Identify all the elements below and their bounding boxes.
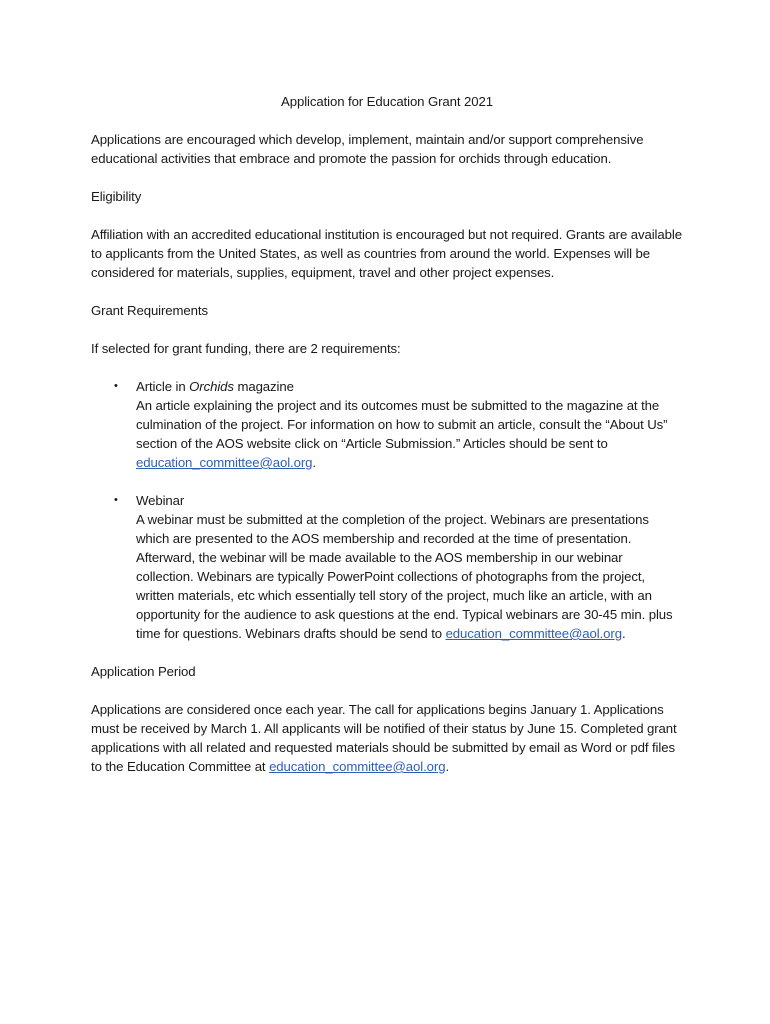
webinar-end: . <box>621 626 626 641</box>
eligibility-paragraph: Affiliation with an accredited educational institution is encouraged but not required. Grants are available to applicants from the United States, as well as countries from around the world. Expenses will be considered for materials, supplies, equipment, travel and other project expenses. <box>91 227 682 280</box>
article-title-magazine: Orchids <box>189 379 234 394</box>
requirements-intro: If selected for grant funding, there are 2 requirements: <box>91 341 401 356</box>
article-email-link[interactable]: education_committee@aol.org <box>136 455 313 470</box>
application-email-link[interactable]: education_committee@aol.org <box>269 759 446 774</box>
requirement-article <box>91 377 683 472</box>
eligibility-heading: Eligibility <box>91 189 142 204</box>
grant-requirements-heading: Grant Requirements <box>91 303 208 318</box>
article-end: . <box>312 455 316 470</box>
intro-paragraph: Applications are encouraged which develop, implement, maintain and/or support comprehensive educational activities that embrace and promote the passion for orchids through education. <box>91 132 644 166</box>
requirement-webinar <box>91 491 683 643</box>
article-body: An article explaining the project and its outcomes must be submitted to the magazine at the culmination of the project. For information on how to submit an article, consult the “About Us” section of the AOS website click on “Article Submission.” Articles should be sent to <box>136 398 668 451</box>
application-period-end: . <box>445 759 450 774</box>
webinar-body: A webinar must be submitted at the completion of the project. Webinars are presentations which are presented to the AOS membership and recorded at the time of presentation. Afterward, the webinar will be made available to the AOS membership in our webinar collection. Webinars are typically PowerPoint collections of photographs from the project, written materials, etc which essentially tell story of the project, much like an article, with an opportunity for the audience to ask questions at the end. Typical webinars are 30-45 min. plus time for questions. Webinars drafts should be send to <box>136 512 673 641</box>
requirements-list <box>91 377 683 643</box>
article-title <box>136 377 683 396</box>
article-title-suffix: magazine <box>233 379 294 394</box>
webinar-email-link[interactable]: education_committee@aol.org <box>445 626 622 641</box>
document-title: Application for Education Grant 2021 <box>281 94 493 109</box>
webinar-title: Webinar <box>136 493 185 508</box>
bullet-icon: • <box>114 494 118 506</box>
document-body <box>91 92 683 795</box>
article-title-prefix: Article in <box>136 379 190 394</box>
application-period-body: Applications are considered once each year. The call for applications begins January 1. Applications must be received by March 1. All applicants will be notified of their status by June 15. Completed grant applications with all related and requested materials should be submitted by email as Word or pdf files to the Education Committee at <box>91 702 677 774</box>
bullet-icon: • <box>114 380 118 392</box>
application-period-paragraph <box>91 700 683 776</box>
application-period-heading: Application Period <box>91 664 196 679</box>
